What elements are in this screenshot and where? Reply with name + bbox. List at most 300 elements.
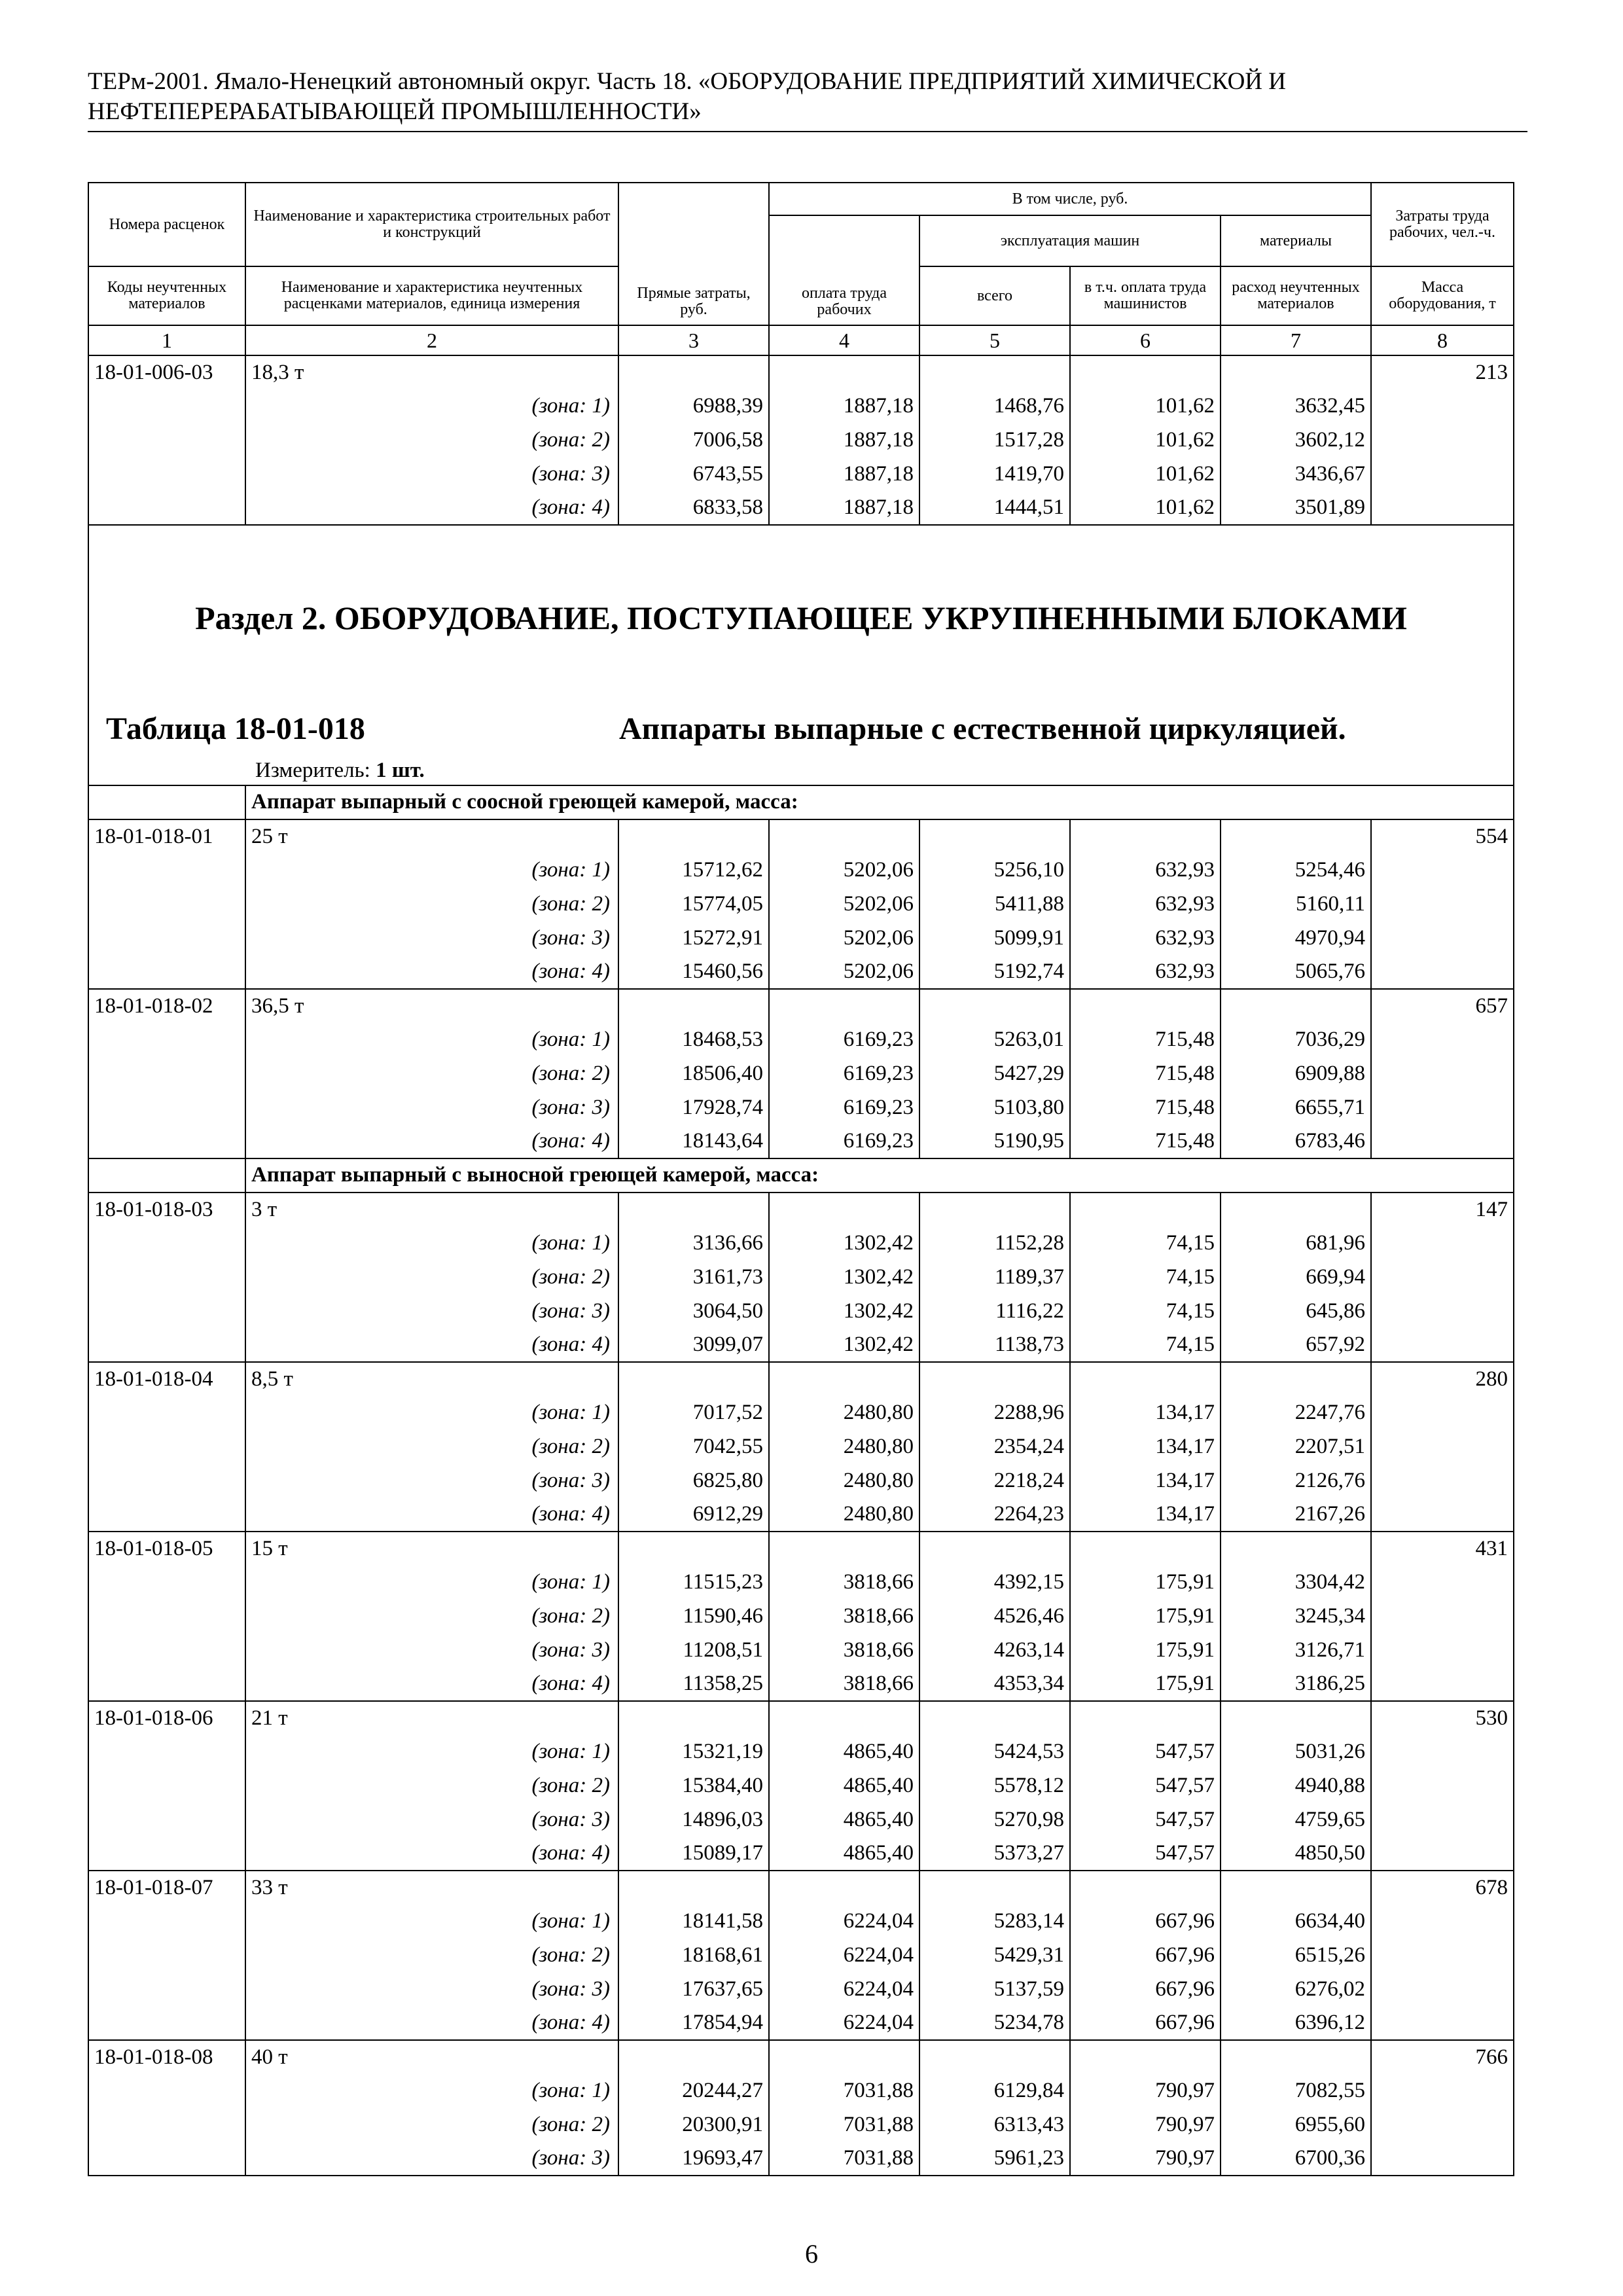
zone-label: (зона: 1) <box>245 1735 618 1769</box>
empty-cell <box>1371 2142 1514 2176</box>
worker-pay: 1302,42 <box>769 1328 919 1362</box>
machine-operation: 1517,28 <box>919 423 1070 457</box>
machinist-pay: 547,57 <box>1070 1735 1221 1769</box>
materials: 2207,51 <box>1221 1430 1371 1464</box>
materials: 6655,71 <box>1221 1090 1371 1124</box>
zone-label: (зона: 4) <box>245 1498 618 1532</box>
empty-cell <box>1221 2040 1371 2074</box>
empty-cell <box>1221 1532 1371 1566</box>
empty-cell <box>1371 1735 1514 1769</box>
zone-row <box>88 1430 1514 1464</box>
empty-cell <box>1371 1633 1514 1667</box>
direct-costs: 11515,23 <box>618 1566 769 1600</box>
empty-cell <box>88 2006 245 2040</box>
machinist-pay: 175,91 <box>1070 1667 1221 1701</box>
zone-label: (зона: 3) <box>245 1972 618 2006</box>
group-title: Аппарат выпарный с соосной греющей камерой, масса: <box>245 785 1514 819</box>
header-including: В том числе, руб. <box>769 183 1371 215</box>
machine-operation: 5103,80 <box>919 1090 1070 1124</box>
zone-row <box>88 921 1514 955</box>
direct-costs: 17637,65 <box>618 1972 769 2006</box>
machinist-pay: 667,96 <box>1070 1972 1221 2006</box>
machine-operation: 5270,98 <box>919 1803 1070 1837</box>
empty-cell <box>1371 1328 1514 1362</box>
worker-pay: 2480,80 <box>769 1430 919 1464</box>
zone-label: (зона: 3) <box>245 1463 618 1498</box>
materials: 4850,50 <box>1221 1837 1371 1871</box>
direct-costs: 15321,19 <box>618 1735 769 1769</box>
zone-label: (зона: 1) <box>245 1227 618 1261</box>
machine-operation: 6313,43 <box>919 2108 1070 2142</box>
empty-cell <box>618 819 769 853</box>
empty-cell <box>1371 1124 1514 1158</box>
empty-cell <box>769 1701 919 1735</box>
empty-cell <box>88 1261 245 1295</box>
zone-label: (зона: 1) <box>245 2074 618 2108</box>
group-title: Аппарат выпарный с выносной греющей камерой, масса: <box>245 1158 1514 1193</box>
entry-code: 18-01-018-08 <box>88 2040 245 2074</box>
materials: 3501,89 <box>1221 491 1371 525</box>
zone-label: (зона: 1) <box>245 389 618 423</box>
zone-label: (зона: 1) <box>245 1905 618 1939</box>
empty-cell <box>1371 389 1514 423</box>
header-work-name: Наименование и характеристика строительных работ и конструкций <box>245 183 618 266</box>
worker-pay: 1302,42 <box>769 1261 919 1295</box>
zone-row <box>88 2142 1514 2176</box>
empty-cell <box>88 955 245 989</box>
machine-operation: 5190,95 <box>919 1124 1070 1158</box>
column-number: 3 <box>618 325 769 355</box>
zone-row <box>88 423 1514 457</box>
empty-cell <box>1371 491 1514 525</box>
worker-pay: 5202,06 <box>769 853 919 888</box>
empty-cell <box>919 2040 1070 2074</box>
empty-cell <box>919 1532 1070 1566</box>
empty-cell <box>919 989 1070 1023</box>
materials: 3245,34 <box>1221 1600 1371 1634</box>
direct-costs: 18143,64 <box>618 1124 769 1158</box>
machinist-pay: 790,97 <box>1070 2074 1221 2108</box>
materials: 6909,88 <box>1221 1057 1371 1091</box>
column-number: 5 <box>919 325 1070 355</box>
machinist-pay: 632,93 <box>1070 955 1221 989</box>
materials: 657,92 <box>1221 1328 1371 1362</box>
machinist-pay: 101,62 <box>1070 389 1221 423</box>
entry-labor: 554 <box>1371 819 1514 853</box>
entry-row <box>88 355 1514 389</box>
header-total: всего <box>919 266 1070 325</box>
empty-cell <box>88 491 245 525</box>
machine-operation: 5429,31 <box>919 1938 1070 1972</box>
measure-label: Измеритель: <box>255 758 370 782</box>
header-unaccounted-codes: Коды неучтенных материалов <box>88 266 245 325</box>
direct-costs: 6988,39 <box>618 389 769 423</box>
machinist-pay: 667,96 <box>1070 1905 1221 1939</box>
worker-pay: 6224,04 <box>769 2006 919 2040</box>
zone-row <box>88 1057 1514 1091</box>
empty-cell <box>919 1871 1070 1905</box>
empty-cell <box>919 1362 1070 1396</box>
empty-cell <box>618 1532 769 1566</box>
column-number: 6 <box>1070 325 1221 355</box>
empty-cell <box>618 1701 769 1735</box>
zone-row <box>88 2006 1514 2040</box>
empty-cell <box>1371 853 1514 888</box>
zone-label: (зона: 3) <box>245 1633 618 1667</box>
column-number-row <box>88 325 1514 355</box>
column-number: 7 <box>1221 325 1371 355</box>
zone-label: (зона: 1) <box>245 1023 618 1057</box>
direct-costs: 7006,58 <box>618 423 769 457</box>
machinist-pay: 74,15 <box>1070 1227 1221 1261</box>
zone-label: (зона: 2) <box>245 1769 618 1803</box>
materials: 3436,67 <box>1221 457 1371 491</box>
machinist-pay: 715,48 <box>1070 1090 1221 1124</box>
machinist-pay: 134,17 <box>1070 1463 1221 1498</box>
direct-costs: 20300,91 <box>618 2108 769 2142</box>
direct-costs: 18468,53 <box>618 1023 769 1057</box>
direct-costs: 6833,58 <box>618 491 769 525</box>
column-number: 4 <box>769 325 919 355</box>
entry-mass: 40 т <box>245 2040 618 2074</box>
zone-row <box>88 888 1514 922</box>
empty-cell <box>88 2074 245 2108</box>
materials: 6515,26 <box>1221 1938 1371 1972</box>
direct-costs: 18141,58 <box>618 1905 769 1939</box>
zone-row <box>88 1938 1514 1972</box>
column-number: 1 <box>88 325 245 355</box>
worker-pay: 1887,18 <box>769 423 919 457</box>
empty-cell <box>88 1124 245 1158</box>
empty-cell <box>618 1193 769 1227</box>
empty-cell <box>1371 1905 1514 1939</box>
direct-costs: 15712,62 <box>618 853 769 888</box>
zone-row <box>88 1090 1514 1124</box>
empty-cell <box>1371 1938 1514 1972</box>
empty-cell <box>769 1362 919 1396</box>
zone-row <box>88 2074 1514 2108</box>
machine-operation: 2218,24 <box>919 1463 1070 1498</box>
worker-pay: 6224,04 <box>769 1905 919 1939</box>
zone-row <box>88 1600 1514 1634</box>
worker-pay: 1302,42 <box>769 1294 919 1328</box>
empty-cell <box>1371 1227 1514 1261</box>
empty-cell <box>1070 819 1221 853</box>
zone-label: (зона: 4) <box>245 1667 618 1701</box>
entry-labor: 280 <box>1371 1362 1514 1396</box>
zone-label: (зона: 4) <box>245 955 618 989</box>
materials: 4940,88 <box>1221 1769 1371 1803</box>
header-direct-costs: Прямые затраты, руб. <box>618 183 769 325</box>
empty-cell <box>1371 2006 1514 2040</box>
entry-code: 18-01-018-03 <box>88 1193 245 1227</box>
empty-cell <box>1371 2108 1514 2142</box>
machinist-pay: 134,17 <box>1070 1498 1221 1532</box>
column-number: 2 <box>245 325 618 355</box>
empty-cell <box>88 1905 245 1939</box>
machinist-pay: 632,93 <box>1070 888 1221 922</box>
machinist-pay: 175,91 <box>1070 1633 1221 1667</box>
empty-cell <box>919 1701 1070 1735</box>
worker-pay: 6169,23 <box>769 1023 919 1057</box>
empty-cell <box>919 1193 1070 1227</box>
empty-cell <box>1070 1871 1221 1905</box>
zone-row <box>88 1261 1514 1295</box>
direct-costs: 11208,51 <box>618 1633 769 1667</box>
header-unaccounted-consumption: расход неучтенных материалов <box>1221 266 1371 325</box>
empty-cell <box>1371 955 1514 989</box>
zone-row <box>88 1498 1514 1532</box>
empty-cell <box>88 1938 245 1972</box>
entry-mass: 21 т <box>245 1701 618 1735</box>
entry-mass: 25 т <box>245 819 618 853</box>
machinist-pay: 790,97 <box>1070 2142 1221 2176</box>
worker-pay: 5202,06 <box>769 921 919 955</box>
worker-pay: 3818,66 <box>769 1566 919 1600</box>
machine-operation: 4392,15 <box>919 1566 1070 1600</box>
machine-operation: 5427,29 <box>919 1057 1070 1091</box>
materials: 6955,60 <box>1221 2108 1371 2142</box>
column-number: 8 <box>1371 325 1514 355</box>
zone-row <box>88 1905 1514 1939</box>
direct-costs: 18506,40 <box>618 1057 769 1091</box>
entry-code: 18-01-018-07 <box>88 1871 245 1905</box>
worker-pay: 6169,23 <box>769 1090 919 1124</box>
machinist-pay: 715,48 <box>1070 1057 1221 1091</box>
direct-costs: 6743,55 <box>618 457 769 491</box>
empty-cell <box>769 1532 919 1566</box>
zone-row <box>88 1294 1514 1328</box>
machinist-pay: 632,93 <box>1070 853 1221 888</box>
zone-label: (зона: 2) <box>245 423 618 457</box>
empty-cell <box>88 1328 245 1362</box>
empty-cell <box>88 2142 245 2176</box>
entry-code: 18-01-018-05 <box>88 1532 245 1566</box>
zone-label: (зона: 3) <box>245 1294 618 1328</box>
direct-costs: 20244,27 <box>618 2074 769 2108</box>
machine-operation: 5961,23 <box>919 2142 1070 2176</box>
worker-pay: 6169,23 <box>769 1124 919 1158</box>
header-rate-numbers: Номера расценок <box>88 183 245 266</box>
materials: 3126,71 <box>1221 1633 1371 1667</box>
empty-cell <box>88 785 245 819</box>
materials: 4970,94 <box>1221 921 1371 955</box>
worker-pay: 6169,23 <box>769 1057 919 1091</box>
empty-cell <box>618 1871 769 1905</box>
empty-cell <box>88 1023 245 1057</box>
machinist-pay: 175,91 <box>1070 1566 1221 1600</box>
zone-row <box>88 1837 1514 1871</box>
machinist-pay: 715,48 <box>1070 1124 1221 1158</box>
worker-pay: 7031,88 <box>769 2074 919 2108</box>
empty-cell <box>88 1735 245 1769</box>
empty-cell <box>88 921 245 955</box>
entry-row <box>88 819 1514 853</box>
direct-costs: 3099,07 <box>618 1328 769 1362</box>
direct-costs: 11358,25 <box>618 1667 769 1701</box>
empty-cell <box>1371 1090 1514 1124</box>
machinist-pay: 667,96 <box>1070 2006 1221 2040</box>
zone-label: (зона: 3) <box>245 2142 618 2176</box>
empty-cell <box>1371 1057 1514 1091</box>
empty-cell <box>1371 1498 1514 1532</box>
entry-mass: 36,5 т <box>245 989 618 1023</box>
empty-cell <box>1221 819 1371 853</box>
worker-pay: 3818,66 <box>769 1667 919 1701</box>
empty-cell <box>1221 355 1371 389</box>
empty-cell <box>88 1633 245 1667</box>
empty-cell <box>769 989 919 1023</box>
materials: 3186,25 <box>1221 1667 1371 1701</box>
entry-mass: 3 т <box>245 1193 618 1227</box>
machine-operation: 5256,10 <box>919 853 1070 888</box>
document-header <box>88 67 1527 127</box>
direct-costs: 15460,56 <box>618 955 769 989</box>
empty-cell <box>1371 1837 1514 1871</box>
machinist-pay: 101,62 <box>1070 423 1221 457</box>
empty-cell <box>88 1837 245 1871</box>
worker-pay: 4865,40 <box>769 1803 919 1837</box>
section-title: Раздел 2. ОБОРУДОВАНИЕ, ПОСТУПАЮЩЕЕ УКРУПНЕННЫМИ БЛОКАМИ <box>195 599 1407 636</box>
materials: 5160,11 <box>1221 888 1371 922</box>
header-unaccounted-name: Наименование и характеристика неучтенных расценками материалов, единица измерения <box>245 266 618 325</box>
zone-row <box>88 1328 1514 1362</box>
entry-labor: 657 <box>1371 989 1514 1023</box>
empty-cell <box>1371 423 1514 457</box>
materials: 645,86 <box>1221 1294 1371 1328</box>
worker-pay: 7031,88 <box>769 2142 919 2176</box>
header-rule <box>88 131 1527 132</box>
zone-row <box>88 1735 1514 1769</box>
machine-operation: 6129,84 <box>919 2074 1070 2108</box>
page-number: 6 <box>805 2239 818 2269</box>
zone-row <box>88 1667 1514 1701</box>
empty-cell <box>919 355 1070 389</box>
empty-cell <box>1371 1463 1514 1498</box>
machine-operation: 1152,28 <box>919 1227 1070 1261</box>
zone-label: (зона: 3) <box>245 1803 618 1837</box>
direct-costs: 6825,80 <box>618 1463 769 1498</box>
worker-pay: 6224,04 <box>769 1938 919 1972</box>
machinist-pay: 175,91 <box>1070 1600 1221 1634</box>
rates-table <box>88 182 1514 2176</box>
worker-pay: 4865,40 <box>769 1837 919 1871</box>
direct-costs: 15089,17 <box>618 1837 769 1871</box>
zone-row <box>88 955 1514 989</box>
entry-row <box>88 989 1514 1023</box>
direct-costs: 14896,03 <box>618 1803 769 1837</box>
materials: 2247,76 <box>1221 1396 1371 1430</box>
machine-operation: 5137,59 <box>919 1972 1070 2006</box>
empty-cell <box>88 423 245 457</box>
zone-row <box>88 1463 1514 1498</box>
empty-cell <box>1070 355 1221 389</box>
zone-row <box>88 1769 1514 1803</box>
materials: 5031,26 <box>1221 1735 1371 1769</box>
zone-label: (зона: 1) <box>245 1566 618 1600</box>
entry-row <box>88 1871 1514 1905</box>
empty-cell <box>1371 1294 1514 1328</box>
entry-labor: 147 <box>1371 1193 1514 1227</box>
machine-operation: 2354,24 <box>919 1430 1070 1464</box>
zone-row <box>88 1227 1514 1261</box>
empty-cell <box>1371 921 1514 955</box>
empty-cell <box>769 355 919 389</box>
empty-cell <box>769 819 919 853</box>
materials: 5065,76 <box>1221 955 1371 989</box>
direct-costs: 11590,46 <box>618 1600 769 1634</box>
entry-row <box>88 2040 1514 2074</box>
entry-labor: 766 <box>1371 2040 1514 2074</box>
empty-cell <box>88 1566 245 1600</box>
worker-pay: 5202,06 <box>769 955 919 989</box>
measure-value: 1 шт. <box>376 758 425 782</box>
empty-cell <box>88 2108 245 2142</box>
empty-cell <box>88 457 245 491</box>
entry-labor: 678 <box>1371 1871 1514 1905</box>
materials: 6276,02 <box>1221 1972 1371 2006</box>
worker-pay: 3818,66 <box>769 1633 919 1667</box>
zone-row <box>88 853 1514 888</box>
zone-label: (зона: 3) <box>245 1090 618 1124</box>
worker-pay: 6224,04 <box>769 1972 919 2006</box>
zone-label: (зона: 2) <box>245 1938 618 1972</box>
materials: 6783,46 <box>1221 1124 1371 1158</box>
machine-operation: 1138,73 <box>919 1328 1070 1362</box>
entry-mass: 8,5 т <box>245 1362 618 1396</box>
empty-cell <box>1371 1023 1514 1057</box>
entry-code: 18-01-018-04 <box>88 1362 245 1396</box>
zone-row <box>88 1633 1514 1667</box>
materials: 2126,76 <box>1221 1463 1371 1498</box>
machine-operation: 5424,53 <box>919 1735 1070 1769</box>
machine-operation: 5373,27 <box>919 1837 1070 1871</box>
empty-cell <box>88 888 245 922</box>
empty-cell <box>88 1057 245 1091</box>
header-line-1: ТЕРм-2001. Ямало-Ненецкий автономный округ. Часть 18. «ОБОРУДОВАНИЕ ПРЕДПРИЯТИЙ ХИМИЧЕСКОЙ И <box>88 68 1286 95</box>
entry-mass: 15 т <box>245 1532 618 1566</box>
machine-operation: 5578,12 <box>919 1769 1070 1803</box>
empty-cell <box>88 1769 245 1803</box>
empty-cell <box>1070 1193 1221 1227</box>
machine-operation: 1419,70 <box>919 457 1070 491</box>
entry-code: 18-01-018-06 <box>88 1701 245 1735</box>
entry-code: 18-01-018-01 <box>88 819 245 853</box>
header-line-2: НЕФТЕПЕРЕРАБАТЫВАЮЩЕЙ ПРОМЫШЛЕННОСТИ» <box>88 98 702 125</box>
empty-cell <box>88 1158 245 1193</box>
empty-cell <box>1070 2040 1221 2074</box>
machine-operation: 2264,23 <box>919 1498 1070 1532</box>
empty-cell <box>1070 1362 1221 1396</box>
table-name: Аппараты выпарные с естественной циркуляцией. <box>619 711 1346 746</box>
empty-cell <box>88 1294 245 1328</box>
zone-label: (зона: 2) <box>245 1430 618 1464</box>
empty-cell <box>88 1396 245 1430</box>
empty-cell <box>1371 1430 1514 1464</box>
machine-operation: 5263,01 <box>919 1023 1070 1057</box>
worker-pay: 1887,18 <box>769 491 919 525</box>
entry-code: 18-01-006-03 <box>88 355 245 389</box>
zone-row <box>88 491 1514 525</box>
empty-cell <box>1221 1193 1371 1227</box>
entry-row <box>88 1701 1514 1735</box>
empty-cell <box>1371 2074 1514 2108</box>
empty-cell <box>88 1430 245 1464</box>
machine-operation: 4353,34 <box>919 1667 1070 1701</box>
worker-pay: 1887,18 <box>769 457 919 491</box>
empty-cell <box>1221 1701 1371 1735</box>
materials: 5254,46 <box>1221 853 1371 888</box>
